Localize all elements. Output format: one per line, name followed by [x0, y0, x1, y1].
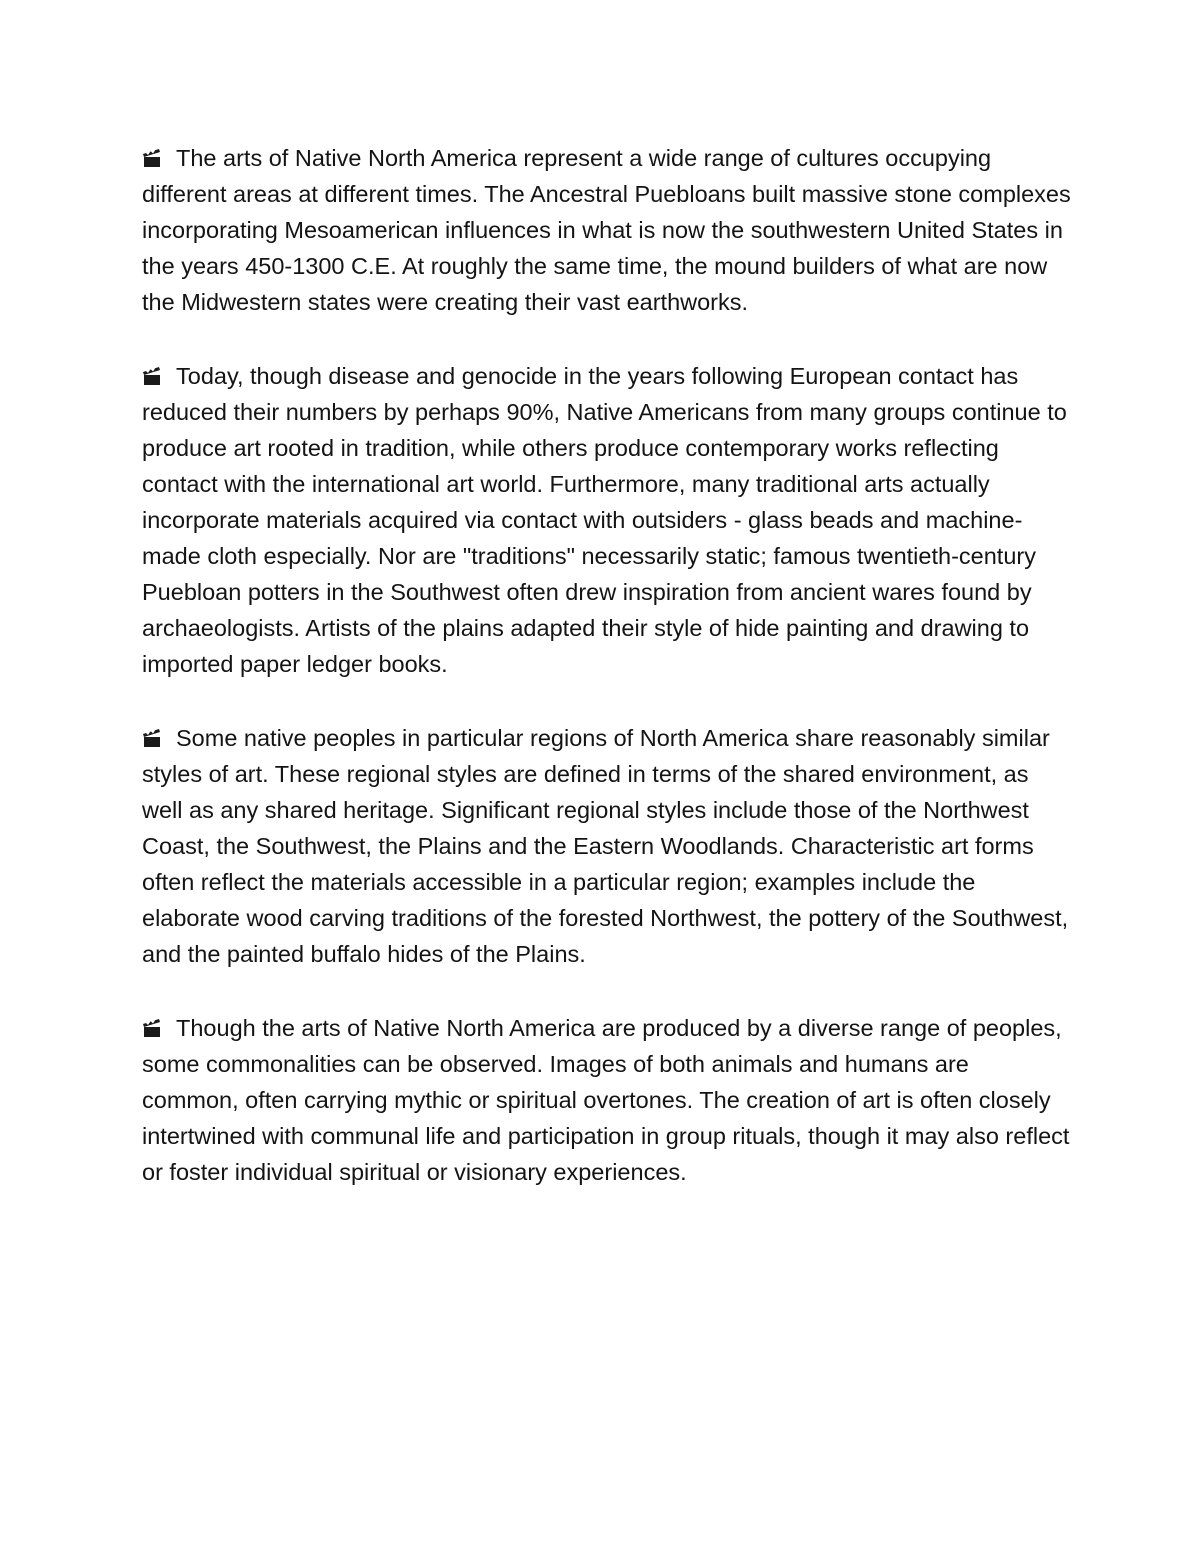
paragraph-4-text: Though the arts of Native North America are produced by a diverse range of peoples, some commonalities can be observed. Images of both animals and humans are common, often carrying mythic or spiritual overtones. The creation of art is often closely intertwined with communal life and participation in group rituals, though it may also reflect or foster individual spiritual or visionary experiences.: [142, 1015, 1070, 1185]
paragraph-3-text: Some native peoples in particular regions of North America share reasonably similar styles of art. These regional styles are defined in terms of the shared environment, as well as any shared heritage. Significant regional styles include those of the Northwest Coast, the Southwest, the Plains and the Eastern Woodlands. Characteristic art forms often reflect the materials accessible in a particular region; examples include the elaborate wood carving traditions of the forested Northwest, the pottery of the Southwest, and the painted buffalo hides of the Plains.: [142, 725, 1069, 967]
paragraph-1: [142, 140, 1072, 320]
paragraph-3: [142, 720, 1072, 972]
paragraph-2-text: Today, though disease and genocide in the years following European contact has reduced their numbers by perhaps 90%, Native Americans from many groups continue to produce art rooted in tradition, while others produce contemporary works reflecting contact with the international art world. Furthermore, many traditional arts actually incorporate materials acquired via contact with outsiders - glass beads and machine-made cloth especially. Nor are "traditions" necessarily static; famous twentieth-century Puebloan potters in the Southwest often drew inspiration from ancient wares found by archaeologists. Artists of the plains adapted their style of hide painting and drawing to imported paper ledger books.: [142, 363, 1067, 677]
clapperboard-icon: [142, 148, 162, 168]
document-body: [142, 140, 1072, 1228]
clapperboard-icon: [142, 366, 162, 386]
paragraph-1-text: The arts of Native North America represent a wide range of cultures occupying different areas at different times. The Ancestral Puebloans built massive stone complexes incorporating Mesoamerican influences in what is now the southwestern United States in the years 450-1300 C.E. At roughly the same time, the mound builders of what are now the Midwestern states were creating their vast earthworks.: [142, 145, 1071, 315]
paragraph-4: [142, 1010, 1072, 1190]
paragraph-2: [142, 358, 1072, 682]
clapperboard-icon: [142, 1018, 162, 1038]
clapperboard-icon: [142, 728, 162, 748]
